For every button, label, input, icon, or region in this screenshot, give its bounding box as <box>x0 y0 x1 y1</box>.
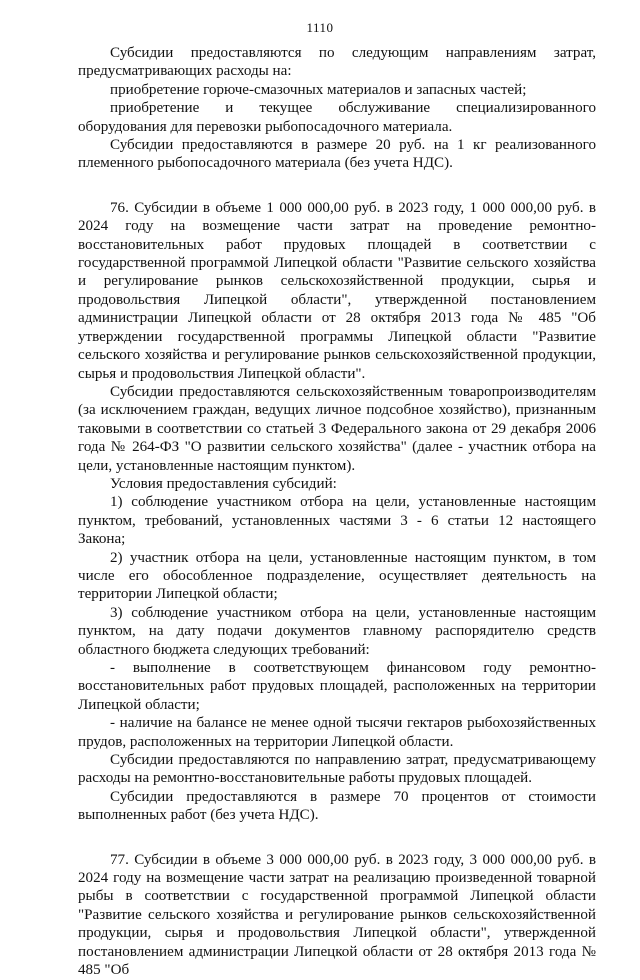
paragraph-direction-repair: Субсидии предоставляются по направлению затрат, предусматривающему расходы на ремонтно-восстановительные работы прудовых площадей. <box>78 752 596 787</box>
section-gap <box>78 825 596 851</box>
page-number: 1110 <box>306 20 334 35</box>
paragraph-recipients: Субсидии предоставляются сельскохозяйственным товаропроизводителям (за исключением граждан, ведущих личное подсобное хозяйство), признанным таковыми в соответствии со статьей 3 Федерального закона от 29 декабря 2006 года № 264-ФЗ "О развитии сельского хозяйства" (далее - участник отбора на цели, установленные настоящим пунктом). <box>78 383 596 474</box>
paragraph-condition-3: 3) соблюдение участником отбора на цели, установленные настоящим пунктом, на дату подачи документов главному распорядителю средств областного бюджета следующих требований: <box>78 604 596 658</box>
paragraph-condition-2: 2) участник отбора на цели, установленные настоящим пунктом, в том числе его обособленное подразделение, осуществляет деятельность на территории Липецкой области; <box>78 549 596 603</box>
paragraph-rate-20rub: Субсидии предоставляются в размере 20 руб. на 1 кг реализованного племенного рыбопосадочного материала (без учета НДС). <box>78 137 596 172</box>
paragraph-subsidy-directions: Субсидии предоставляются по следующим направлениям затрат, предусматривающих расходы на: <box>78 45 596 80</box>
paragraph-item-76: 76. Субсидии в объеме 1 000 000,00 руб. в 2023 году, 1 000 000,00 руб. в 2024 году на возмещение части затрат на проведение ремонтно-восстановительных работ прудовых площадей в соответствии с государственной программой Липецкой области "Развитие сельского хозяйства и регулирование рынков сельскохозяйственной продукции, сырья и продовольствия Липецкой области", утвержденной постановлением администрации Липецкой области от 28 октября 2013 года № 485 "Об утверждении государственной программы Липецкой области "Развитие сельского хозяйства и регулирование рынков сельскохозяйственной продукции, сырья и продовольствия Липецкой области". <box>78 199 596 382</box>
paragraph-condition-1: 1) соблюдение участником отбора на цели, установленные настоящим пунктом, требований, установленных частями 3 - 6 статьи 12 настоящего Закона; <box>78 494 596 548</box>
paragraph-item-77: 77. Субсидии в объеме 3 000 000,00 руб. в 2023 году, 3 000 000,00 руб. в 2024 году на возмещение части затрат на реализацию произведенной товарной рыбы в соответствии с государственной программой Липецкой области "Развитие сельского хозяйства и регулирование рынков сельскохозяйственной продукции, сырья и продовольствия Липецкой области", утвержденной постановлением администрации Липецкой области от 28 октября 2013 года № 485 "Об <box>78 851 596 979</box>
paragraph-rate-70pct: Субсидии предоставляются в размере 70 процентов от стоимости выполненных работ (без учета НДС). <box>78 788 596 824</box>
paragraph-fuel-parts: приобретение горюче-смазочных материалов и запасных частей; <box>110 81 527 98</box>
paragraph-requirement-works: - выполнение в соответствующем финансовом году ремонтно-восстановительных работ прудовых площадей, расположенных на территории Липецкой области; <box>78 660 596 713</box>
document-body <box>78 44 596 980</box>
paragraph-requirement-ponds: - наличие на балансе не менее одной тысячи гектаров рыбохозяйственных прудов, расположенных на территории Липецкой области. <box>78 715 596 750</box>
paragraph-equipment: приобретение и текущее обслуживание специализированного оборудования для перевозки рыбопосадочного материала. <box>78 100 596 135</box>
section-gap <box>78 173 596 199</box>
paragraph-conditions-heading: Условия предоставления субсидий: <box>110 475 337 492</box>
